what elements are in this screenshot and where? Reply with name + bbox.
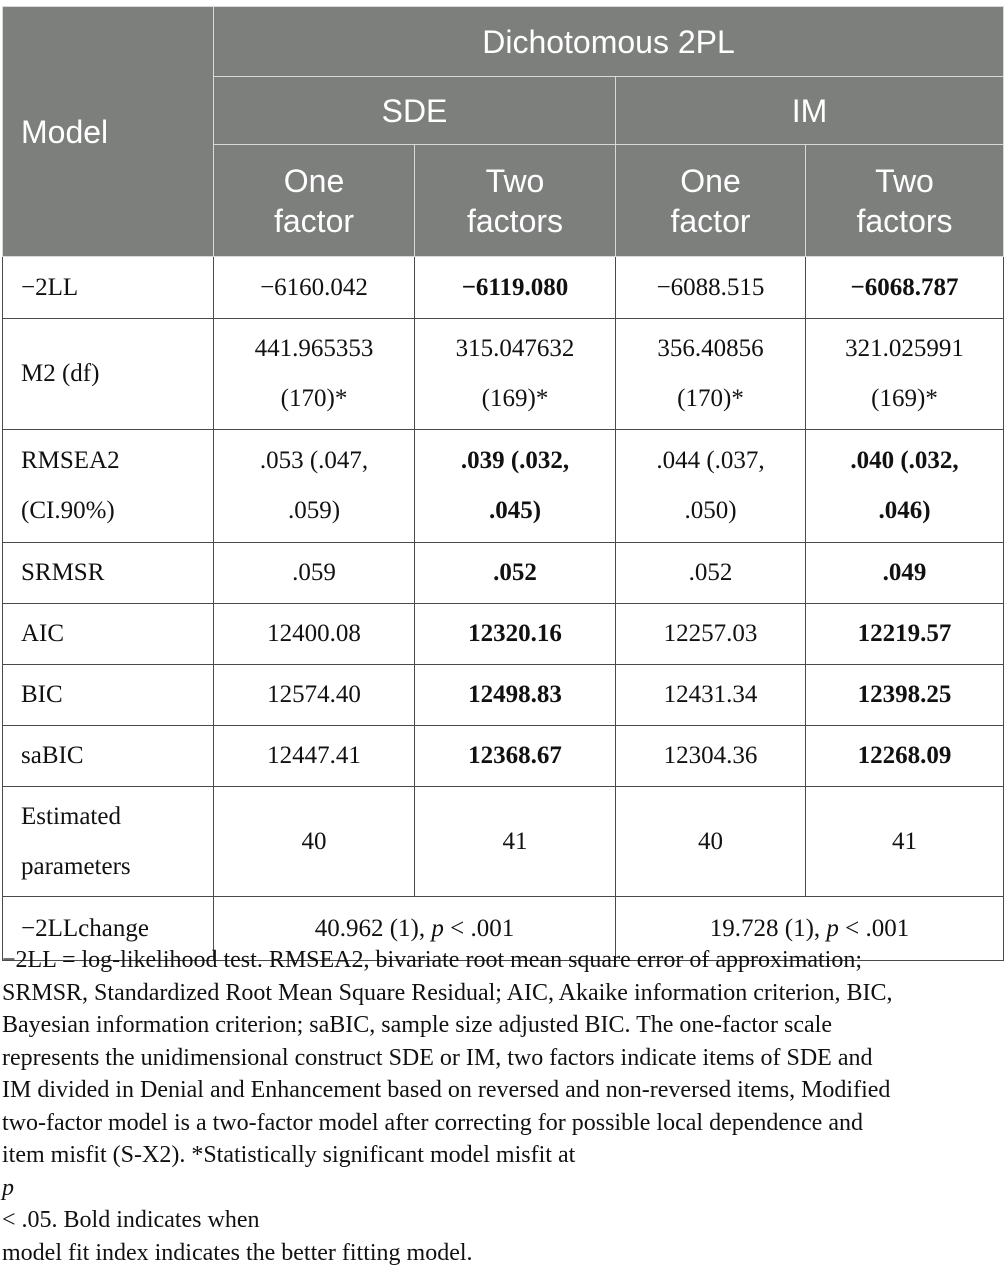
row-label: −2LL [3, 257, 214, 319]
im-one-factor-header: One factor [616, 145, 806, 257]
table-cell: 12400.08 [214, 604, 415, 665]
table-cell: 12257.03 [616, 604, 806, 665]
table-cell: 356.40856 (170)* [616, 319, 806, 430]
footnote-line: SRMSR, Standardized Root Mean Square Residual; AIC, Akaike information criterion, BIC, [2, 979, 893, 1006]
footnote-line: two-factor model is a two-factor model after correcting for possible local dependence and [2, 1109, 863, 1136]
table-cell: 12304.36 [616, 726, 806, 787]
row-label: AIC [3, 604, 214, 665]
footnote-line: Bayesian information criterion; saBIC, sample size adjusted BIC. The one-factor scale [2, 1012, 832, 1038]
row-label: M2 (df) [3, 319, 214, 430]
table-row [3, 430, 1004, 543]
table-cell: .059 [214, 543, 415, 604]
table-cell: 12368.67 [415, 726, 616, 787]
table-cell: 441.965353 (170)* [214, 319, 415, 430]
table-cell: 12398.25 [806, 665, 1004, 726]
table-cell: 40 [616, 787, 806, 897]
table-cell: 12320.16 [415, 604, 616, 665]
row-label: RMSEA2 (CI.90%) [3, 430, 214, 543]
table-row [3, 604, 1004, 665]
row-label: SRMSR [3, 543, 214, 604]
table-cell: 41 [415, 787, 616, 897]
table-cell: .052 [415, 543, 616, 604]
table-cell: .039 (.032, .045) [415, 430, 616, 543]
table-row [3, 257, 1004, 319]
row-label: Estimated parameters [3, 787, 214, 897]
table-row [3, 787, 1004, 897]
model-fit-table [2, 6, 1004, 961]
table-cell: .044 (.037, .050) [616, 430, 806, 543]
footnote-line: IM divided in Denial and Enhancement based on reversed and non-reversed items, Modified [2, 1077, 891, 1103]
table-cell: 41 [806, 787, 1004, 897]
table-cell: .040 (.032, .046) [806, 430, 1004, 543]
sde-header: SDE [214, 77, 616, 145]
table-row [3, 726, 1004, 787]
footnote-line: model fit index indicates the better fitting model. [2, 1239, 473, 1266]
footnote-line: −2LL = log-likelihood test. RMSEA2, bivariate root mean square error of approximation; [2, 947, 862, 973]
table-cell: 315.047632 (169)* [415, 319, 616, 430]
table-cell: 12447.41 [214, 726, 415, 787]
dichotomous-2pl-header: Dichotomous 2PL [214, 7, 1004, 77]
footnote-line: represents the unidimensional construct SDE or IM, two factors indicate items of SDE and [2, 1044, 873, 1071]
model-column-header: Model [3, 7, 214, 257]
table-cell: 321.025991 (169)* [806, 319, 1004, 430]
table-cell: −6160.042 [214, 257, 415, 319]
table-cell: 12498.83 [415, 665, 616, 726]
row-label: BIC [3, 665, 214, 726]
table-cell: .049 [806, 543, 1004, 604]
table-cell: 12219.57 [806, 604, 1004, 665]
table-cell: −6068.787 [806, 257, 1004, 319]
table-cell: 12268.09 [806, 726, 1004, 787]
table-cell: .053 (.047, .059) [214, 430, 415, 543]
table-row [3, 543, 1004, 604]
table-row [3, 319, 1004, 430]
row-label: saBIC [3, 726, 214, 787]
table-cell: 40 [214, 787, 415, 897]
row-label: −2LLchange [3, 897, 214, 961]
table-cell: −6119.080 [415, 257, 616, 319]
table-cell: 12431.34 [616, 665, 806, 726]
table-cell: .052 [616, 543, 806, 604]
sde-two-factors-header: Two factors [415, 145, 616, 257]
table-footnote [2, 944, 1005, 1269]
table-cell: −6088.515 [616, 257, 806, 319]
im-header: IM [616, 77, 1004, 145]
table-cell: 12574.40 [214, 665, 415, 726]
sde-change-cell: 40.962 (1), p < .001 [214, 897, 616, 961]
im-two-factors-header: Two factors [806, 145, 1004, 257]
footnote-line: item misfit (S-X2). *Statistically significant model misfit at p < .05. Bold indicates when [2, 1142, 576, 1233]
im-change-cell: 19.728 (1), p < .001 [616, 897, 1004, 961]
table-row [3, 665, 1004, 726]
sde-one-factor-header: One factor [214, 145, 415, 257]
